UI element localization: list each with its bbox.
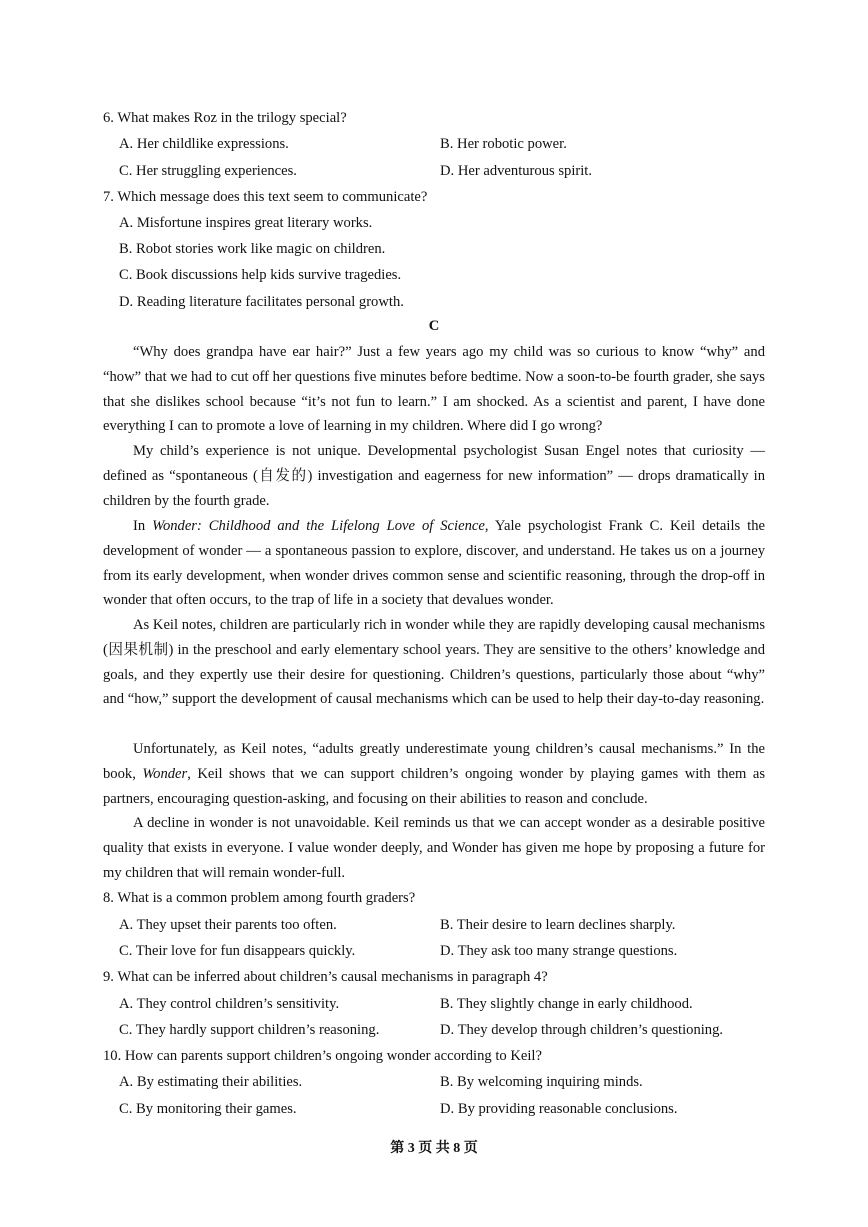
question-7: 7. Which message does this text seem to communicate? <box>103 189 428 205</box>
paragraph-6-text: A decline in wonder is not unavoidable. Keil reminds us that we can accept wonder as a desirable positive quality that exists in everyone. I value wonder deeply, and Wonder has given me hope by proposing a future for my children that will remain wonder-full. <box>103 815 765 881</box>
q10-option-a: A. By estimating their abilities. <box>119 1074 303 1090</box>
q10-option-d: D. By providing reasonable conclusions. <box>440 1101 678 1117</box>
q10-option-c: C. By monitoring their games. <box>119 1101 297 1117</box>
q9-option-c: C. They hardly support children’s reasoning. <box>119 1022 380 1038</box>
page-number: 第 3 页 共 8 页 <box>390 1141 478 1156</box>
q9-option-b: B. They slightly change in early childhood. <box>440 996 693 1012</box>
passage-paragraph-6 <box>103 811 765 885</box>
passage-paragraph-5 <box>103 737 765 811</box>
question-10: 10. How can parents support children’s ongoing wonder according to Keil? <box>103 1048 542 1064</box>
book-title: Wonder: Childhood and the Lifelong Love of Science <box>152 518 485 534</box>
passage-paragraph-2 <box>103 439 765 513</box>
q7-option-c: C. Book discussions help kids survive tragedies. <box>119 267 402 283</box>
q7-option-b: B. Robot stories work like magic on children. <box>119 241 386 257</box>
section-heading: C <box>428 318 440 334</box>
question-9: 9. What can be inferred about children’s causal mechanisms in paragraph 4? <box>103 969 548 985</box>
paragraph-4-text: As Keil notes, children are particularly rich in wonder while they are rapidly developing causal mechanisms (因果机制) in the preschool and early elementary school years. They are sensitive to the others’ knowledge and goals, and they expertly use their desire for questioning. Children’s questions, particularly those about “why” and “how,” support the development of causal mechanisms which can be used to help their day-to-day reasoning. <box>103 617 765 708</box>
q8-option-a: A. They upset their parents too often. <box>119 917 337 933</box>
paragraph-1-text: “Why does grandpa have ear hair?” Just a few years ago my child was so curious to know “why” and “how” that we had to cut off her questions five minutes before bedtime. Now a soon-to-be fourth grader, she says that she dislikes school because “it’s not fun to learn.” I am shocked. As a scientist and parent, I have done everything I can to promote a love of learning in my children. Where did I go wrong? <box>103 344 765 435</box>
book-title-short: Wonder <box>142 765 188 782</box>
paragraph-5-text: , Keil shows that we can support children’s ongoing wonder by playing games with them as partners, encouraging question-asking, and focusing on their abilities to reason and conclude. <box>103 765 766 807</box>
paragraph-3-text: , Yale psychologist Frank C. Keil details the development of wonder — a spontaneous passion to explore, discover, and understand. He takes us on a journey from its early development, when wonder drives common sense and scientific reasoning, through the drop-off in wonder that often occurs, to the trap of life in a society that devalues wonder. <box>103 518 765 609</box>
paragraph-5-lead: Unfortunately, as Keil notes, “adults greatly underestimate young children’s causal mechanisms.” In the book, <box>103 741 765 782</box>
passage-paragraph-4 <box>103 613 765 712</box>
passage-paragraph-1 <box>103 340 765 439</box>
q10-option-b: B. By welcoming inquiring minds. <box>440 1074 643 1090</box>
q6-option-d: D. Her adventurous spirit. <box>440 163 592 179</box>
q8-option-d: D. They ask too many strange questions. <box>440 943 678 959</box>
q8-option-b: B. Their desire to learn declines sharply. <box>440 917 676 933</box>
q9-option-d: D. They develop through children’s questioning. <box>440 1022 724 1038</box>
paragraph-2-text: My child’s experience is not unique. Developmental psychologist Susan Engel notes that curiosity — defined as “spontaneous (自发的) investigation and eagerness for new information” — drops dramatically in children by the fourth grade. <box>103 443 765 509</box>
q7-option-a: A. Misfortune inspires great literary works. <box>119 215 373 231</box>
passage-paragraph-3 <box>103 514 765 613</box>
q6-option-a: A. Her childlike expressions. <box>119 136 289 152</box>
question-8: 8. What is a common problem among fourth graders? <box>103 890 416 906</box>
q9-option-a: A. They control children’s sensitivity. <box>119 996 340 1012</box>
q8-option-c: C. Their love for fun disappears quickly. <box>119 943 356 959</box>
q6-option-c: C. Her struggling experiences. <box>119 163 297 179</box>
q6-option-b: B. Her robotic power. <box>440 136 567 152</box>
q7-option-d: D. Reading literature facilitates personal growth. <box>119 294 404 310</box>
question-6: 6. What makes Roz in the trilogy special? <box>103 110 347 126</box>
paragraph-3-lead: In <box>133 518 153 534</box>
